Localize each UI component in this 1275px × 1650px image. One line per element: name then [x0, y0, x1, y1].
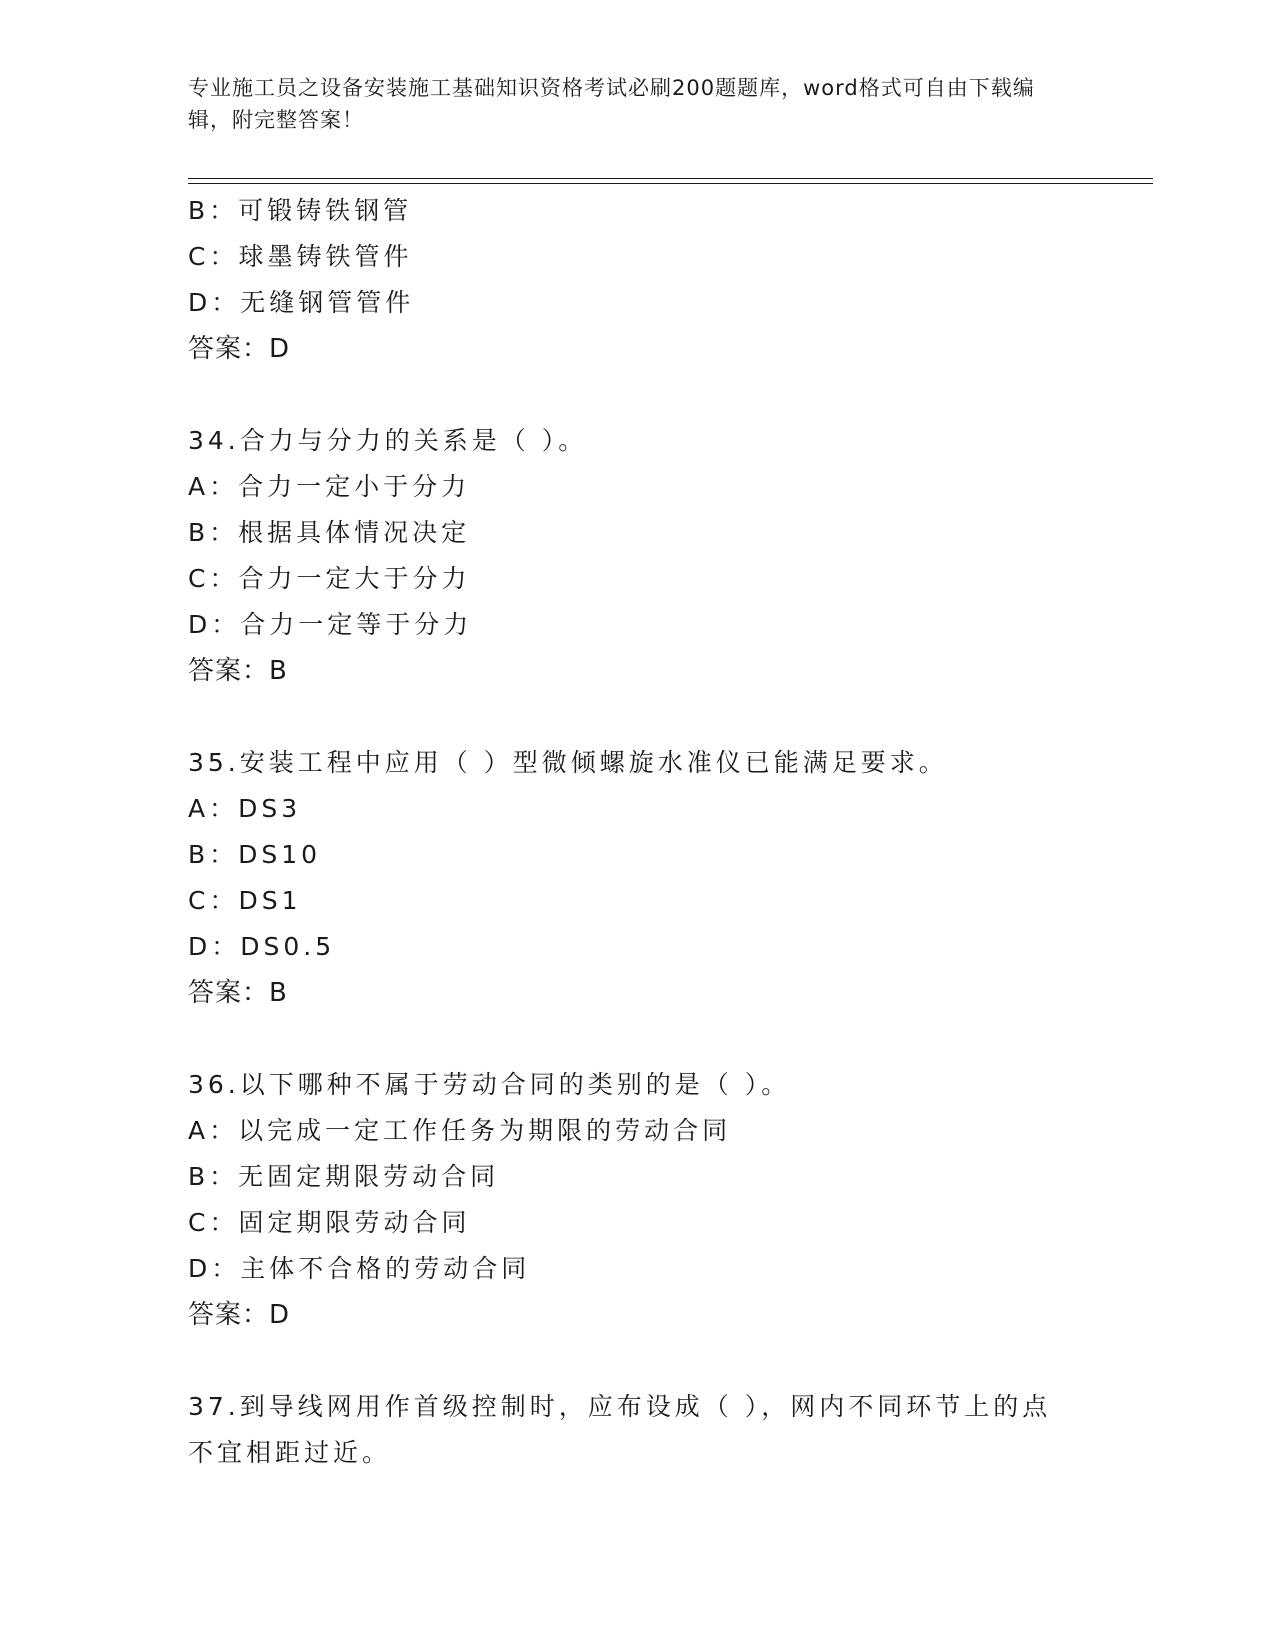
option-d: D：合力一定等于分力	[188, 610, 473, 639]
option-b: B：根据具体情况决定	[188, 518, 471, 547]
question-stem: 37.到导线网用作首级控制时，应布设成（ ），网内不同环节上的点不宜相距过近。	[188, 1392, 1052, 1467]
question-37	[188, 1384, 1088, 1476]
option-a: A：合力一定小于分力	[188, 472, 471, 501]
option-a: A：以完成一定工作任务为期限的劳动合同	[188, 1116, 732, 1145]
option-b: B：无固定期限劳动合同	[188, 1162, 500, 1191]
option-d: D：主体不合格的劳动合同	[188, 1254, 531, 1283]
question-33-continued	[188, 188, 1088, 372]
option-c: C：合力一定大于分力	[188, 564, 471, 593]
option-b: B：DS10	[188, 840, 322, 869]
question-list	[188, 188, 1088, 1476]
answer-line: 答案：B	[188, 656, 288, 686]
option-c: C：球墨铸铁管件	[188, 242, 413, 271]
option-a: A：DS3	[188, 794, 302, 823]
header-rule-bottom	[188, 183, 1153, 184]
question-stem: 35.安装工程中应用（ ）型微倾螺旋水准仪已能满足要求。	[188, 748, 948, 777]
option-d: D：DS0.5	[188, 932, 336, 961]
option-c: C：DS1	[188, 886, 302, 915]
question-stem: 34.合力与分力的关系是（ ）。	[188, 426, 588, 455]
document-header: 专业施工员之设备安装施工基础知识资格考试必刷200题题库，word格式可自由下载编辑，附完整答案！	[188, 76, 1035, 132]
option-d: D：无缝钢管管件	[188, 288, 415, 317]
answer-line: 答案：B	[188, 978, 288, 1008]
option-b: B：可锻铸铁钢管	[188, 196, 413, 225]
question-35	[188, 740, 1088, 1016]
option-c: C：固定期限劳动合同	[188, 1208, 471, 1237]
header-rule-top	[188, 178, 1153, 179]
question-34	[188, 418, 1088, 694]
question-stem: 36.以下哪种不属于劳动合同的类别的是（ ）。	[188, 1070, 791, 1099]
answer-line: 答案：D	[188, 1300, 291, 1330]
question-36	[188, 1062, 1088, 1338]
answer-line: 答案：D	[188, 334, 291, 364]
